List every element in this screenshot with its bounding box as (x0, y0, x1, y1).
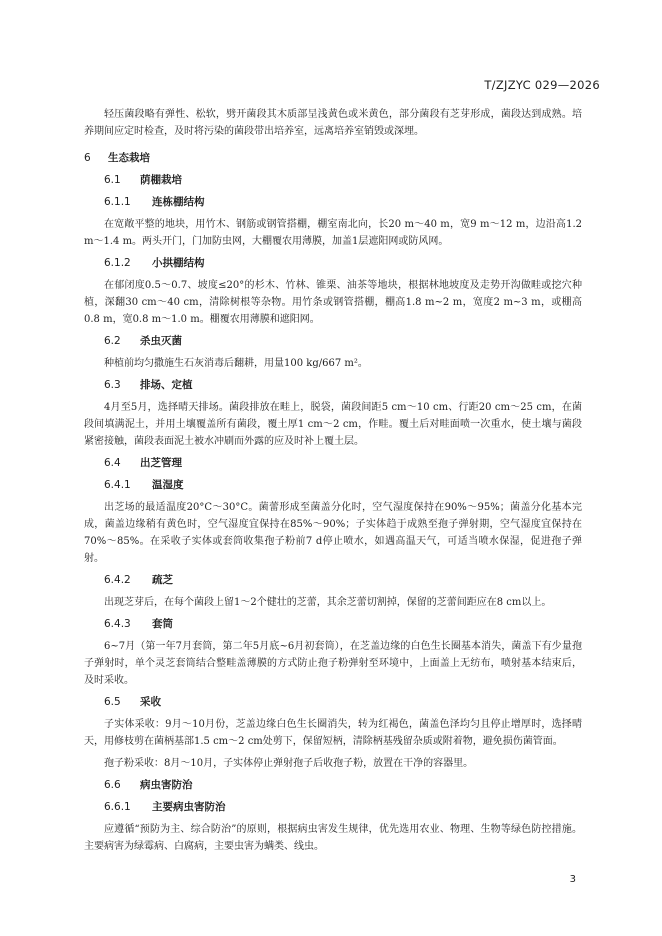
section-number: 6.5 (104, 696, 121, 708)
section-heading-6 (84, 150, 582, 167)
section-title: 出芝管理 (140, 457, 182, 469)
section-title: 主要病虫害防治 (152, 801, 226, 813)
body-paragraph: 子实体采收：9月～10月份，芝盖边缘白色生长圈消失，转为红褐色，菌盖色泽均匀且停止增厚时，选择晴天，用修枝剪在菌柄基部1.5 cm～2 cm处剪下，保留短柄，清除柄基残留杂质或附着物，避免损伤菌管面。 (84, 719, 582, 747)
section-title: 排场、定植 (140, 379, 193, 391)
section-number: 6.4 (104, 457, 121, 469)
section-heading-6-6-1 (84, 799, 582, 816)
body-paragraph: 种植前均匀撒施生石灰消毒后翻耕，用量100 kg/667 m²。 (104, 358, 368, 369)
body-paragraph: 出现芝芽后，在每个菌段上留1～2个健壮的芝蕾，其余芝蕾切割掉，保留的芝蕾间距应在8 cm以上。 (104, 597, 552, 608)
section-number: 6 (84, 152, 91, 164)
section-number: 6.6 (104, 779, 121, 791)
section-heading-6-4-3 (84, 616, 582, 633)
section-heading-6-4-2 (84, 572, 582, 589)
section-title: 杀虫灭菌 (140, 335, 182, 347)
body-paragraph: 在郁闭度0.5～0.7、坡度≤20°的杉木、竹林、锥栗、油茶等地块，根据林地坡度及走势开沟做畦或挖穴种植，深翻30 cm～40 cm，清除树根等杂物。用竹条或钢管搭棚，棚高1.8 m~2 m，宽度2 m~3 m，或棚高0.8 m，宽0.8 m～1.0 m。棚覆农用薄膜和遮阳网。 (84, 280, 582, 325)
body-paragraph: 出芝场的最适温度20°C～30°C。菌蕾形成至菌盖分化时，空气湿度保持在90%～95%；菌盖分化基本完成，菌盖边缘稍有黄色时，空气湿度宜保持在85%～90%；子实体趋于成熟至孢子弹射期，空气湿度宜保持在70%～85%。在采收子实体或套筒收集孢子粉前7 d停止喷水，如遇高温天气，可适当喷水保湿，促进孢子弹射。 (84, 502, 582, 564)
section-number: 6.1.2 (104, 257, 131, 269)
body-paragraph: 孢子粉采收：8月～10月，子实体停止弹射孢子后收孢子粉，放置在干净的容器里。 (104, 758, 474, 769)
section-title: 温湿度 (152, 479, 184, 491)
section-heading-6-1-2 (84, 255, 582, 272)
section-heading-6-3 (84, 377, 582, 394)
body-paragraph: 在宽敞平整的地块，用竹木、钢筋或钢管搭棚，棚室南北向，长20 m～40 m，宽9 m～12 m，边沿高1.2 m～1.4 m。两头开门，门加防虫网，大棚覆农用薄膜，加盖1层遮阳网或防风网。 (84, 219, 582, 247)
section-number: 6.4.2 (104, 574, 131, 586)
section-heading-6-1 (84, 172, 582, 189)
section-heading-6-6 (84, 777, 582, 794)
section-number: 6.1 (104, 174, 121, 186)
section-number: 6.1.1 (104, 196, 131, 208)
section-title: 套筒 (152, 618, 173, 630)
section-heading-6-4-1 (84, 477, 582, 494)
section-title: 疏芝 (152, 574, 173, 586)
section-title: 生态栽培 (108, 152, 150, 164)
body-paragraph: 4月至5月，选择晴天排场。菌段排放在畦上，脱袋，菌段间距5 cm～10 cm、行距20 cm～25 cm，在菌段间填满泥土，并用土壤覆盖所有菌段，覆土厚1 cm～2 cm，作畦。覆土后对畦面喷一次重水，使土壤与菌段紧密接触，菌段表面泥土被水冲刷而外露的应及时补上覆土层。 (84, 402, 582, 447)
body-paragraph: 应遵循“预防为主、综合防治”的原则，根据病虫害发生规律，优先选用农业、物理、生物等绿色防控措施。主要病害为绿霉病、白腐病，主要虫害为螨类、线虫。 (84, 824, 582, 852)
section-number: 6.3 (104, 379, 121, 391)
section-heading-6-5 (84, 694, 582, 711)
page-number: 3 (569, 874, 576, 885)
section-number: 6.2 (104, 335, 121, 347)
section-heading-6-2 (84, 333, 582, 350)
section-number: 6.4.3 (104, 618, 131, 630)
section-heading-6-4 (84, 455, 582, 472)
section-title: 病虫害防治 (140, 779, 193, 791)
section-title: 小拱棚结构 (152, 257, 205, 269)
section-title: 荫棚栽培 (140, 174, 182, 186)
section-heading-6-1-1 (84, 194, 582, 211)
section-number: 6.4.1 (104, 479, 131, 491)
document-code-header: T/ZJZYC 029—2026 (484, 78, 600, 92)
body-paragraph: 轻压菌段略有弹性、松软，劈开菌段其木质部呈浅黄色或米黄色，部分菌段有芝芽形成，菌段达到成熟。培养期间应定时检查，及时将污染的菌段带出培养室，远离培养室销毁或深埋。 (84, 109, 582, 137)
section-number: 6.6.1 (104, 801, 131, 813)
body-paragraph: 6~7月（第一年7月套筒，第二年5月底~6月初套筒），在芝盖边缘的白色生长圈基本消失，菌盖下有少量孢子弹射时，单个灵芝套筒结合整畦盖薄膜的方式防止孢子粉弹射至环境中，上面盖上无纺布，喷射基本结束后，及时采收。 (84, 641, 582, 686)
section-title: 连栋棚结构 (152, 196, 205, 208)
section-title: 采收 (140, 696, 161, 708)
document-body (84, 106, 582, 860)
